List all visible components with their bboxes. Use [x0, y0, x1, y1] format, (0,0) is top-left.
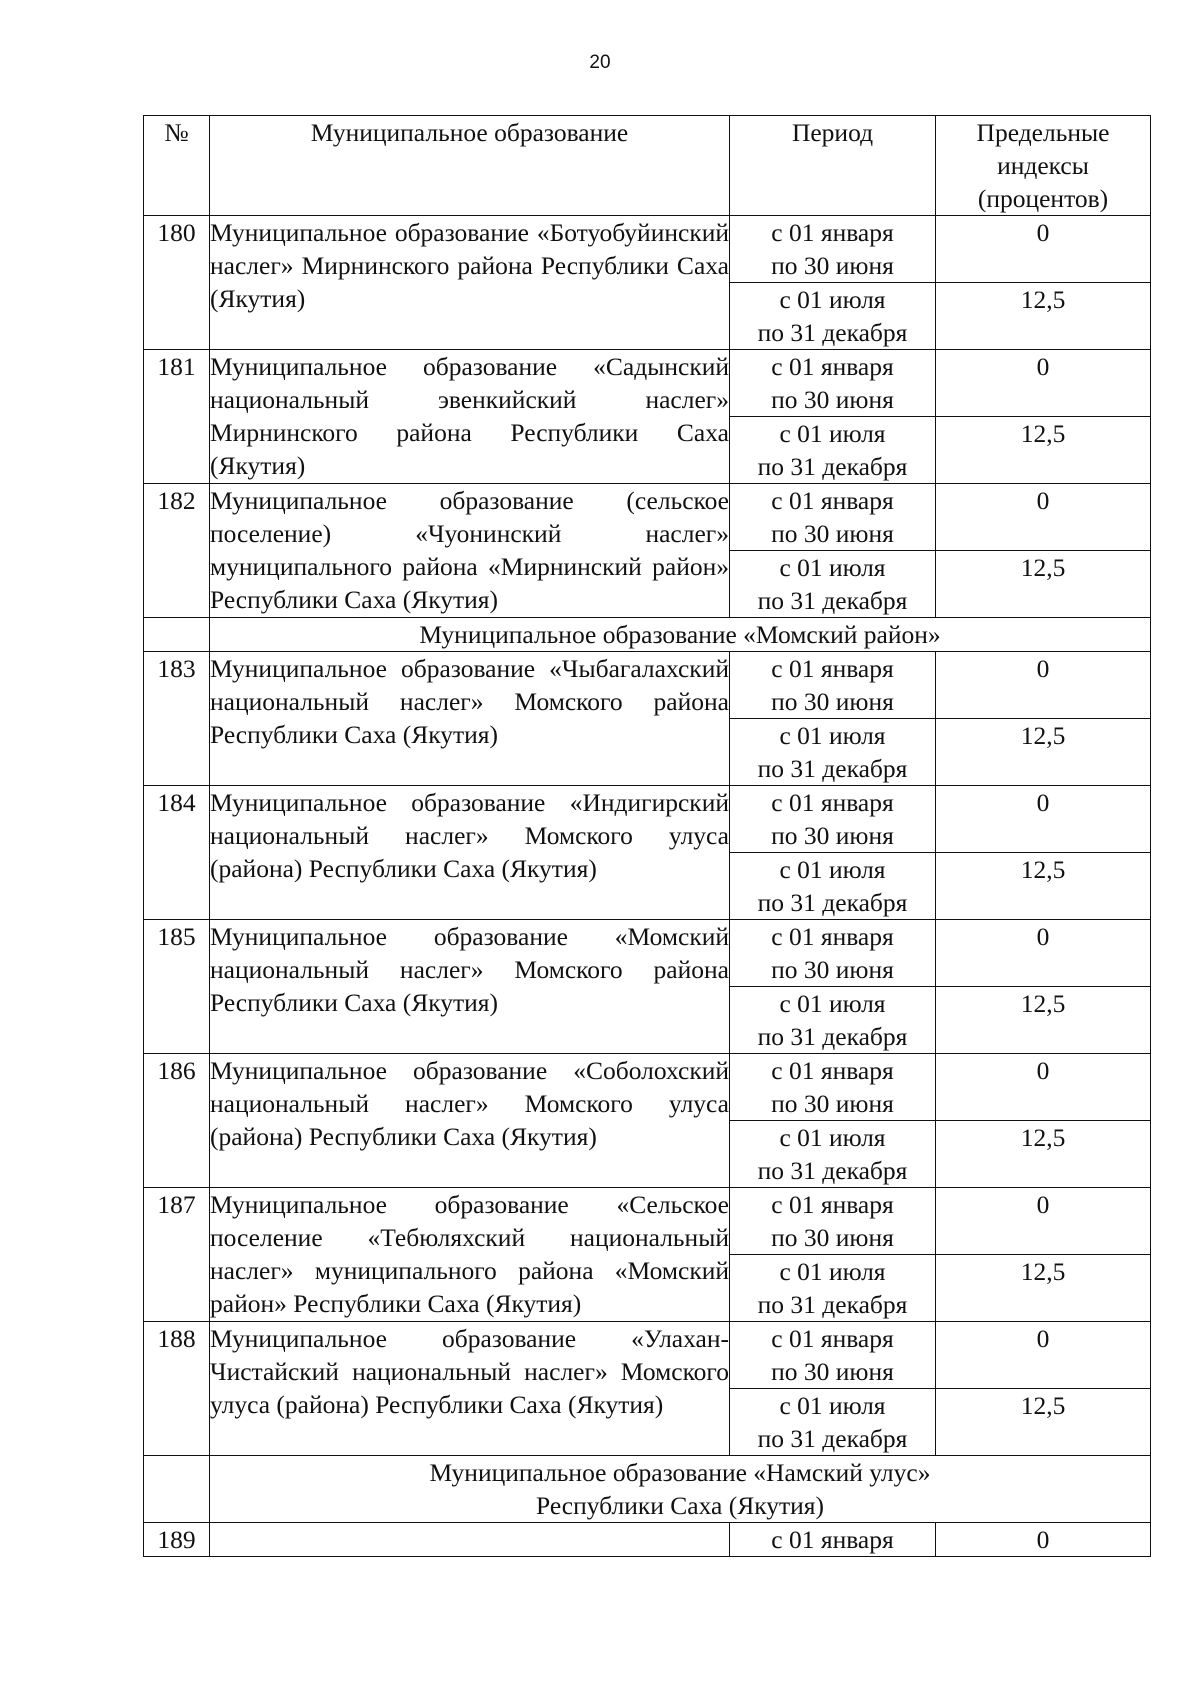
period-end: по 30 июня [771, 821, 894, 850]
period-end: по 31 декабря [757, 1022, 908, 1051]
period-first-half [730, 216, 936, 283]
section-row [144, 1456, 1151, 1523]
index-second-half: 12,5 [936, 987, 1151, 1054]
period-end: по 30 июня [771, 251, 894, 280]
period-start: с 01 января [771, 1324, 894, 1353]
period-second-half [730, 1389, 936, 1456]
index-second-half: 12,5 [936, 283, 1151, 350]
period-first-half [730, 350, 936, 417]
municipality-name: Муниципальное образование «Улахан-Чистайский национальный наслег» Момского улуса (района) Республики Саха (Якутия) [210, 1322, 730, 1456]
period-first-half: с 01 января [730, 1523, 936, 1557]
municipality-name: Муниципальное образование «Чыбагалахский национальный наслег» Момского района Республики Саха (Якутия) [210, 652, 730, 786]
row-number: 188 [144, 1322, 210, 1456]
table-row [144, 216, 1151, 283]
period-start: с 01 января [771, 486, 894, 515]
period-second-half [730, 551, 936, 618]
index-first-half: 0 [936, 920, 1151, 987]
section-number-cell [144, 618, 210, 652]
index-first-half: 0 [936, 484, 1151, 551]
period-start: с 01 июля [779, 553, 886, 582]
period-first-half [730, 786, 936, 853]
header-indices [936, 116, 1151, 216]
section-title [210, 618, 1151, 652]
period-first-half [730, 1054, 936, 1121]
table-row [144, 786, 1151, 853]
period-start: с 01 января [771, 654, 894, 683]
period-start: с 01 января [771, 922, 894, 951]
municipality-name: Муниципальное образование «Индигирский национальный наслег» Момского улуса (района) Республики Саха (Якутия) [210, 786, 730, 920]
municipality-name: Муниципальное образование «Садынский национальный эвенкийский наслег» Мирнинского района Республики Саха (Якутия) [210, 350, 730, 484]
table-row [144, 1322, 1151, 1389]
index-first-half: 0 [936, 786, 1151, 853]
row-number: 181 [144, 350, 210, 484]
period-end: по 31 декабря [757, 888, 908, 917]
municipality-name: Муниципальное образование «Момский национальный наслег» Момского района Республики Саха (Якутия) [210, 920, 730, 1054]
municipality-name [210, 1523, 730, 1557]
period-end: по 30 июня [771, 955, 894, 984]
period-second-half [730, 987, 936, 1054]
index-second-half: 12,5 [936, 719, 1151, 786]
period-start: с 01 января [771, 218, 894, 247]
period-start: с 01 июля [779, 285, 886, 314]
period-first-half [730, 920, 936, 987]
table-row [144, 484, 1151, 551]
row-number: 187 [144, 1188, 210, 1322]
section-number-cell [144, 1456, 210, 1523]
index-first-half: 0 [936, 350, 1151, 417]
period-start: с 01 января [771, 788, 894, 817]
row-number: 185 [144, 920, 210, 1054]
period-end: по 30 июня [771, 385, 894, 414]
period-end: по 30 июня [771, 1357, 894, 1386]
period-end: по 31 декабря [757, 586, 908, 615]
table-header-row [144, 116, 1151, 216]
row-number: 183 [144, 652, 210, 786]
index-second-half: 12,5 [936, 551, 1151, 618]
period-end: по 30 июня [771, 1089, 894, 1118]
period-end: по 30 июня [771, 1223, 894, 1252]
limit-indices-table [143, 115, 1151, 1557]
period-start: с 01 июля [779, 721, 886, 750]
header-indices-line: (процентов) [977, 184, 1109, 213]
section-row [144, 618, 1151, 652]
period-end: по 31 декабря [757, 318, 908, 347]
period-first-half [730, 1322, 936, 1389]
header-indices-line: индексы [997, 151, 1089, 180]
period-second-half [730, 417, 936, 484]
header-municipality: Муниципальное образование [210, 116, 730, 216]
header-period: Период [730, 116, 936, 216]
header-indices-line: Предельные [976, 118, 1110, 147]
municipality-name: Муниципальное образование «Сельское поселение «Тебюляхский национальный наслег» муниципального района «Момский район» Республики Саха (Якутия) [210, 1188, 730, 1322]
table-row [144, 652, 1151, 719]
row-number: 186 [144, 1054, 210, 1188]
period-end: по 30 июня [771, 519, 894, 548]
section-title [210, 1456, 1151, 1523]
period-start: с 01 июля [779, 1257, 886, 1286]
index-first-half: 0 [936, 1188, 1151, 1255]
period-start: с 01 июля [779, 855, 886, 884]
table-row [144, 920, 1151, 987]
period-end: по 30 июня [771, 687, 894, 716]
page-number: 20 [589, 52, 611, 73]
period-second-half [730, 1121, 936, 1188]
index-second-half: 12,5 [936, 1121, 1151, 1188]
table-row [144, 1188, 1151, 1255]
index-first-half: 0 [936, 652, 1151, 719]
index-second-half: 12,5 [936, 1255, 1151, 1322]
table-row [144, 1054, 1151, 1121]
table-row [144, 350, 1151, 417]
index-second-half: 12,5 [936, 1389, 1151, 1456]
row-number: 180 [144, 216, 210, 350]
period-start: с 01 июля [779, 419, 886, 448]
period-end: по 31 декабря [757, 1156, 908, 1185]
period-end: по 31 декабря [757, 1424, 908, 1453]
period-first-half [730, 1188, 936, 1255]
period-start: с 01 июля [779, 1123, 886, 1152]
index-first-half: 0 [936, 1322, 1151, 1389]
index-second-half: 12,5 [936, 853, 1151, 920]
period-first-half [730, 484, 936, 551]
period-end: по 31 декабря [757, 754, 908, 783]
row-number: 184 [144, 786, 210, 920]
index-second-half: 12,5 [936, 417, 1151, 484]
period-second-half [730, 1255, 936, 1322]
row-number: 189 [144, 1523, 210, 1557]
index-first-half: 0 [936, 1054, 1151, 1121]
section-title-text: Муниципальное образование «Момский район» [419, 620, 941, 649]
header-number: № [144, 116, 210, 216]
period-second-half [730, 283, 936, 350]
period-start: с 01 июля [779, 989, 886, 1018]
period-first-half [730, 652, 936, 719]
period-end: по 31 декабря [757, 452, 908, 481]
period-second-half [730, 853, 936, 920]
index-first-half: 0 [936, 216, 1151, 283]
municipality-name: Муниципальное образование (сельское поселение) «Чуонинский наслег» муниципального района «Мирнинский район» Республики Саха (Якутия) [210, 484, 730, 618]
section-title-text: Муниципальное образование «Намский улус» [429, 1458, 931, 1487]
municipality-name: Муниципальное образование «Ботуобуйинский наслег» Мирнинского района Республики Саха (Якутия) [210, 216, 730, 350]
period-end: по 31 декабря [757, 1290, 908, 1319]
period-start: с 01 января [771, 1190, 894, 1219]
table-row [144, 1523, 1151, 1557]
period-start: с 01 июля [779, 1391, 886, 1420]
row-number: 182 [144, 484, 210, 618]
period-second-half [730, 719, 936, 786]
municipality-name: Муниципальное образование «Соболохский национальный наслег» Момского улуса (района) Республики Саха (Якутия) [210, 1054, 730, 1188]
section-title-text: Республики Саха (Якутия) [535, 1491, 825, 1520]
period-start: с 01 января [771, 352, 894, 381]
index-first-half: 0 [936, 1523, 1151, 1557]
period-start: с 01 января [771, 1056, 894, 1085]
